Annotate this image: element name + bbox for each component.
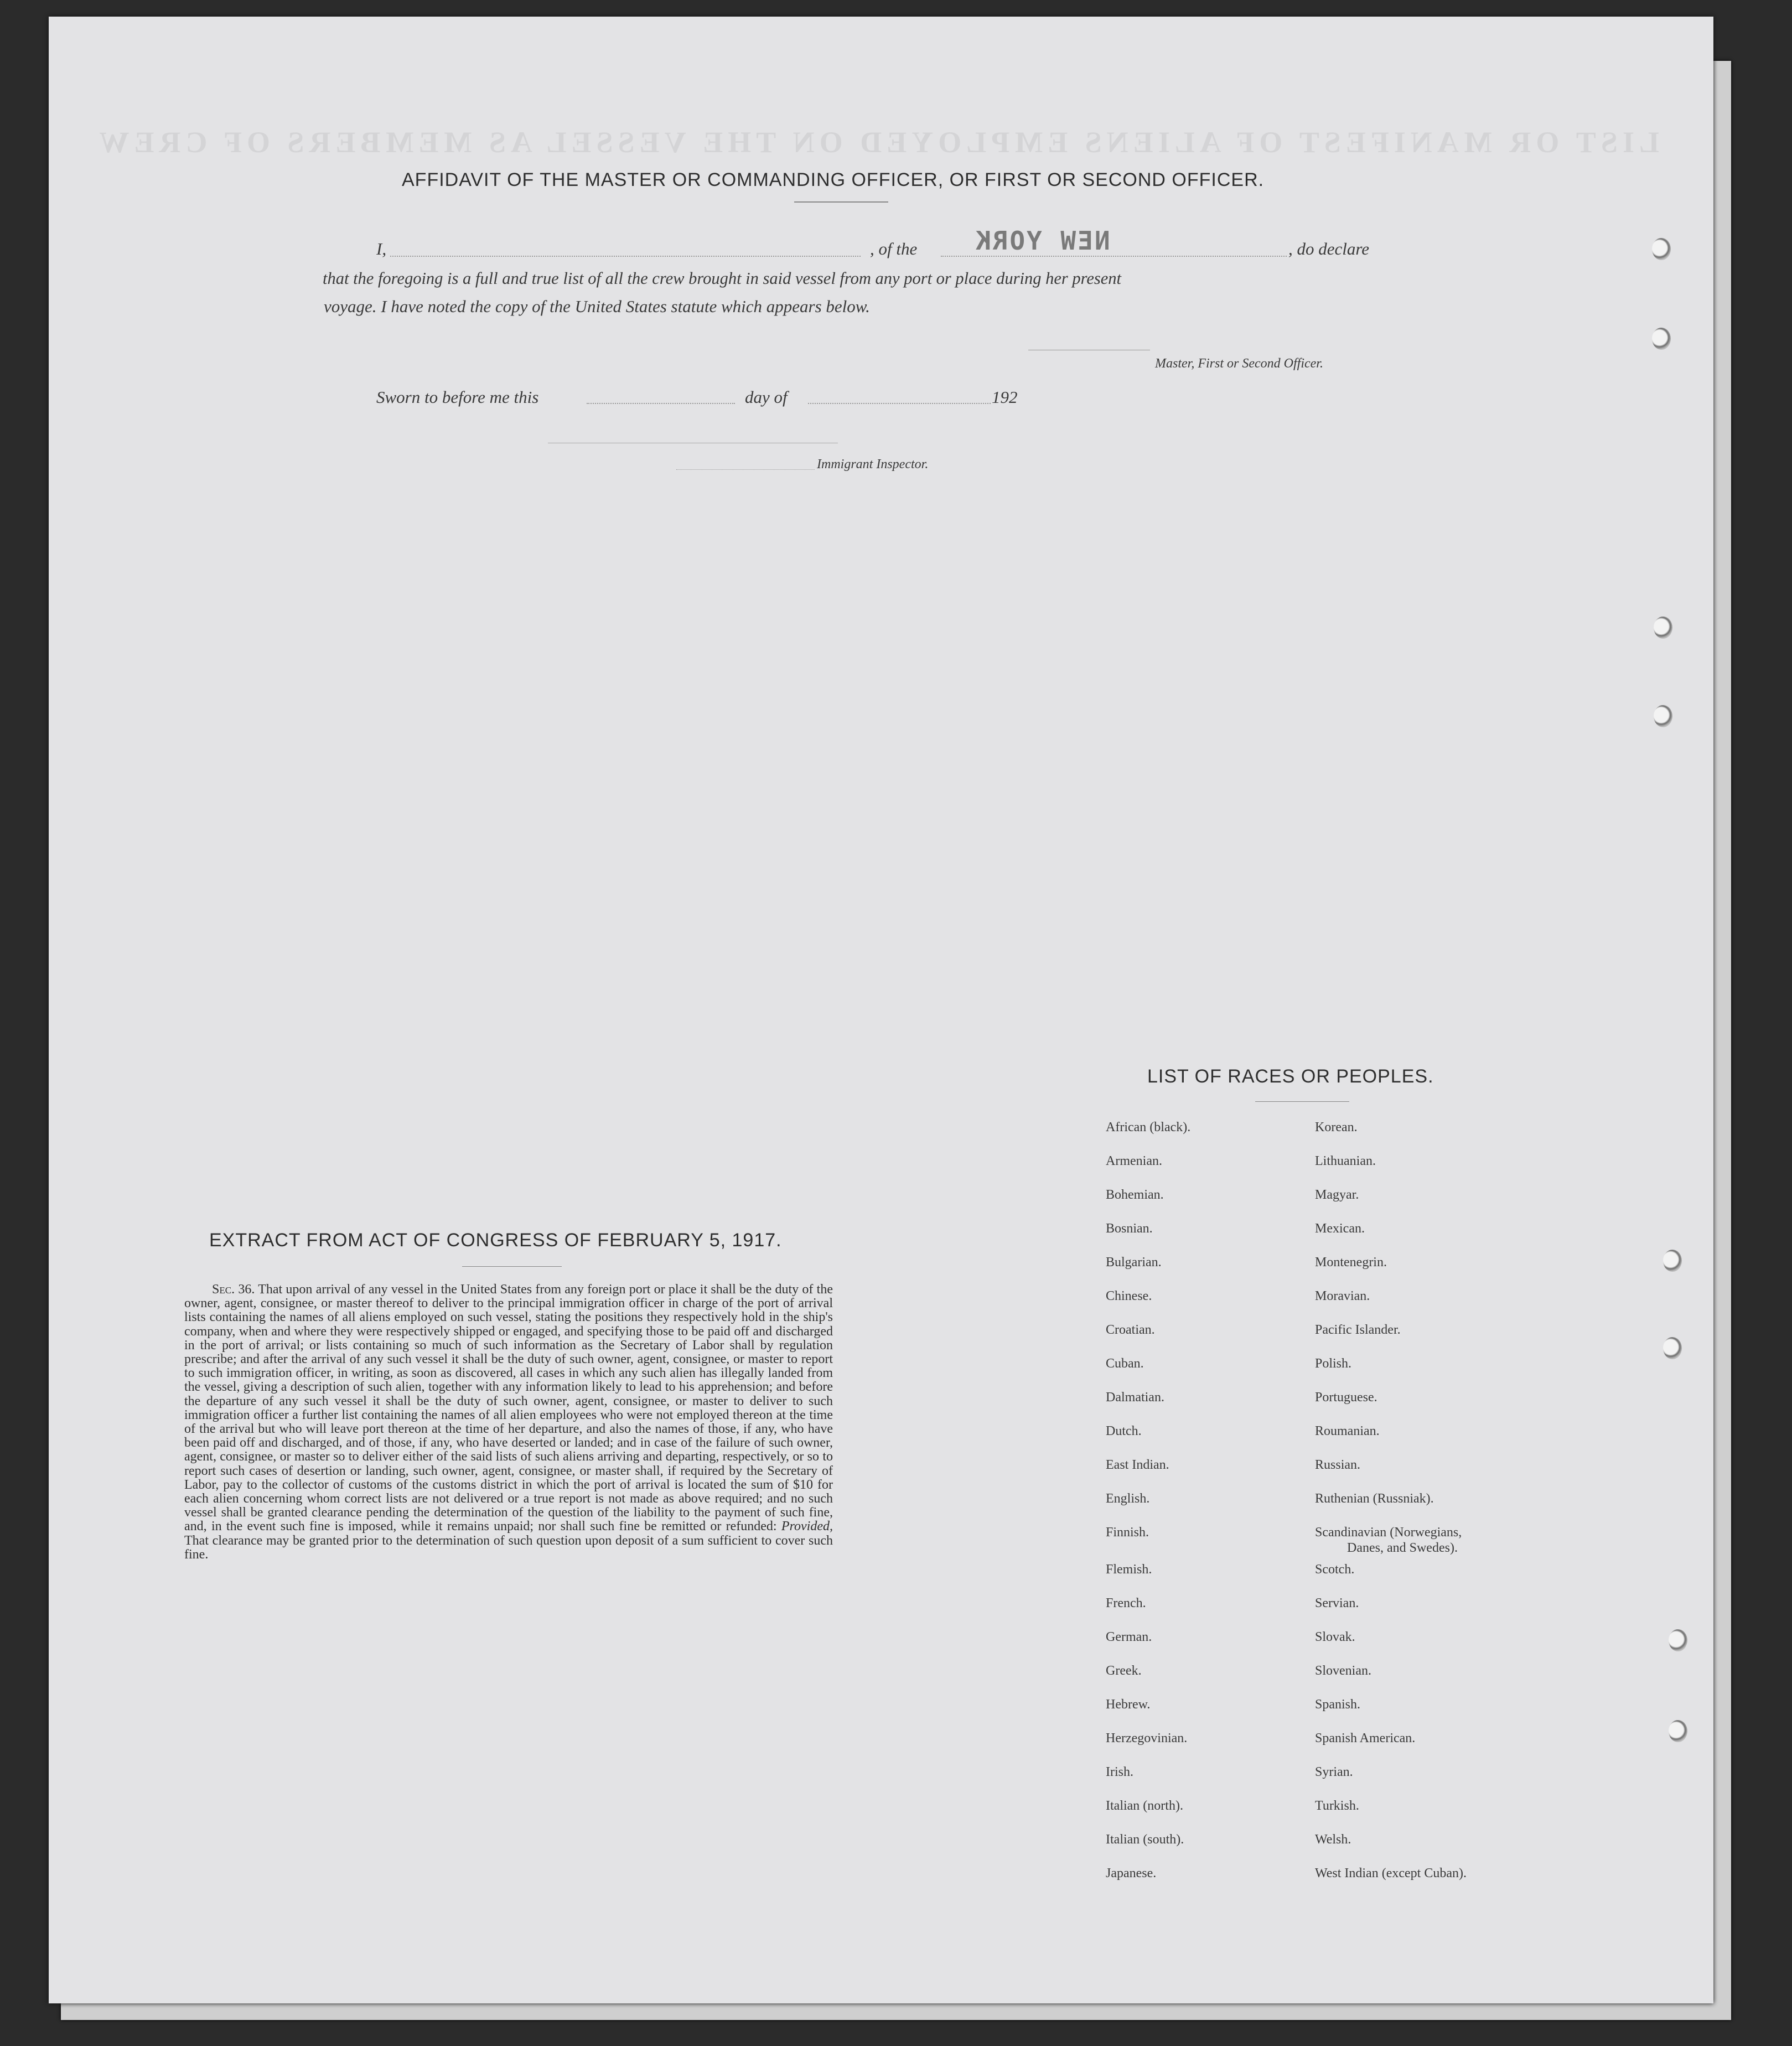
race-right-item: Polish. [1315, 1356, 1352, 1371]
of-the-label: , of the [870, 239, 918, 258]
race-left-item: Irish. [1106, 1765, 1133, 1779]
extract-title-rule [462, 1266, 562, 1267]
affidavit-body-line1: that the foregoing is a full and true list of all the crew brought in said vessel from any port or place during her present [323, 269, 1122, 288]
proviso-text: That clearance may be granted prior to the determination of such question upon deposit of a sum sufficient to cover such fine. [184, 1533, 833, 1562]
race-left-item: African (black). [1106, 1120, 1191, 1135]
punch-hole-icon [1654, 705, 1672, 727]
race-right-item: Servian. [1315, 1596, 1359, 1610]
port-blank[interactable] [941, 256, 1287, 257]
race-left-item: Chinese. [1106, 1289, 1152, 1303]
extract-body: That upon arrival of any vessel in the United States from any foreign port or place it shall be the duty of the owner, agent, consignee, or master thereof to deliver to the principal immigration officer in charge of the port of arrival lists containing the names of all aliens employed on such vessel, stating the positions they respectively hold in the ship's company, when and where they were respectively shipped or engaged, and specifying those to be paid off and discharged in the port of arrival; or lists containing so much of such information as the Secretary of Labor shall by regulation prescribe; and after the arrival of any such vessel it shall be the duty of such owner, agent, consignee, or master to report to such immigration officer, in writing, as soon as discovered, all cases in which any such alien has illegally landed from the vessel, giving a description of such alien, together with any information likely to lead to his apprehension; and before the departure of any such vessel it shall be the duty of such owner, agent, consignee, or master to deliver to such immigration officer a further list containing the names of all alien employees who were not employed thereon at the time of the arrival but who will leave port thereon at the time of her departure, and also the names of those, if any, who have been paid off and discharged, and of those, if any, who have deserted or landed; and in case of the failure of such owner, agent, consignee, or master so to deliver either of the said lists of such aliens arriving and departing, respectively, or so to report such cases of desertion or landing, such owner, agent, consignee, or master shall, if required by the Secretary of Labor, pay to the collector of customs of the customs district in which the port of arrival is located the sum of $10 for each alien concerning whom correct lists are not delivered or a true report is not made as above required; and no such vessel shall be granted clearance pending the determination of the question of the liability to the payment of such fine, and, in the event such fine is imposed, while it remains unpaid; nor shall such fine be remitted or refunded: [184, 1282, 833, 1534]
race-right-item: Korean. [1315, 1120, 1358, 1135]
race-left-item: Japanese. [1106, 1866, 1157, 1881]
race-right-item: Ruthenian (Russniak). [1315, 1491, 1434, 1506]
extract-text [184, 1283, 833, 1562]
race-right-item: Slovenian. [1315, 1664, 1371, 1678]
races-title: LIST OF RACES OR PEOPLES. [1147, 1066, 1434, 1087]
race-left-item: Croatian. [1106, 1323, 1155, 1337]
i-label: I, [376, 239, 387, 258]
punch-hole-icon [1663, 1250, 1682, 1272]
punch-hole-icon [1669, 1720, 1687, 1742]
race-left-item: Herzegovinian. [1106, 1731, 1188, 1745]
race-right-item: Turkish. [1315, 1799, 1359, 1813]
races-title-rule [1255, 1101, 1349, 1102]
race-right-item: Spanish American. [1315, 1731, 1416, 1745]
master-signature-caption: Master, First or Second Officer. [1155, 356, 1323, 371]
extract-title: EXTRACT FROM ACT OF CONGRESS OF FEBRUARY 5, 1917. [209, 1230, 782, 1251]
race-right-item: Pacific Islander. [1315, 1323, 1401, 1337]
punch-hole-icon [1652, 238, 1671, 260]
race-right-item: Moravian. [1315, 1289, 1370, 1303]
race-left-item: Bulgarian. [1106, 1255, 1162, 1270]
inspector-signature-line[interactable] [676, 469, 815, 470]
sworn-label: Sworn to before me this [376, 387, 539, 407]
section-label: Sec. 36. [212, 1282, 255, 1297]
race-left-item: Italian (south). [1106, 1832, 1184, 1847]
sworn-month-blank[interactable] [808, 403, 991, 404]
race-right-item: Scandinavian (Norwegians, [1315, 1525, 1462, 1540]
race-right-item: Syrian. [1315, 1765, 1353, 1779]
affidavit-title: AFFIDAVIT OF THE MASTER OR COMMANDING OFFICER, OR FIRST OR SECOND OFFICER. [402, 169, 1265, 190]
race-right-item: Danes, and Swedes). [1347, 1541, 1458, 1555]
race-left-item: Bohemian. [1106, 1188, 1164, 1202]
race-right-item: Portuguese. [1315, 1390, 1377, 1405]
proviso-label: Provided, [781, 1519, 833, 1534]
race-left-item: Cuban. [1106, 1356, 1144, 1371]
race-right-item: Lithuanian. [1315, 1154, 1376, 1168]
year-label: 192 [992, 387, 1018, 407]
race-left-item: Armenian. [1106, 1154, 1162, 1168]
race-left-item: Italian (north). [1106, 1799, 1183, 1813]
race-right-item: Spanish. [1315, 1697, 1361, 1712]
day-of-label: day of [745, 387, 788, 407]
punch-hole-icon [1652, 328, 1671, 350]
race-right-item: Slovak. [1315, 1630, 1355, 1644]
declare-label: , do declare [1288, 239, 1370, 258]
name-blank[interactable] [390, 256, 861, 257]
race-left-item: Dalmatian. [1106, 1390, 1164, 1405]
race-left-item: Finnish. [1106, 1525, 1149, 1540]
race-right-item: Welsh. [1315, 1832, 1351, 1847]
sworn-day-blank[interactable] [587, 403, 735, 404]
affidavit-title-rule [794, 201, 888, 203]
race-left-item: Hebrew. [1106, 1697, 1151, 1712]
race-right-item: West Indian (except Cuban). [1315, 1866, 1467, 1881]
race-left-item: Dutch. [1106, 1424, 1142, 1438]
race-right-item: Roumanian. [1315, 1424, 1380, 1438]
race-right-item: Montenegrin. [1315, 1255, 1387, 1270]
inspector-caption: Immigrant Inspector. [817, 457, 929, 472]
race-left-item: English. [1106, 1491, 1150, 1506]
race-right-item: Russian. [1315, 1458, 1361, 1472]
race-right-item: Magyar. [1315, 1188, 1359, 1202]
race-left-item: Greek. [1106, 1664, 1142, 1678]
port-stamp: NEW YORK [974, 226, 1110, 256]
affidavit-body-line2: voyage. I have noted the copy of the United States statute which appears below. [324, 297, 870, 316]
punch-hole-icon [1663, 1337, 1682, 1359]
race-right-item: Scotch. [1315, 1562, 1355, 1577]
race-left-item: East Indian. [1106, 1458, 1169, 1472]
race-left-item: Flemish. [1106, 1562, 1152, 1577]
race-right-item: Mexican. [1315, 1221, 1365, 1236]
punch-hole-icon [1669, 1629, 1687, 1651]
punch-hole-icon [1654, 617, 1672, 639]
race-left-item: Bosnian. [1106, 1221, 1153, 1236]
race-left-item: French. [1106, 1596, 1146, 1610]
race-left-item: German. [1106, 1630, 1152, 1644]
bleed-through-title: LIST OR MANIFEST OF ALIENS EMPLOYED ON THE VESSEL AS MEMBERS OF CREW [94, 126, 1659, 159]
